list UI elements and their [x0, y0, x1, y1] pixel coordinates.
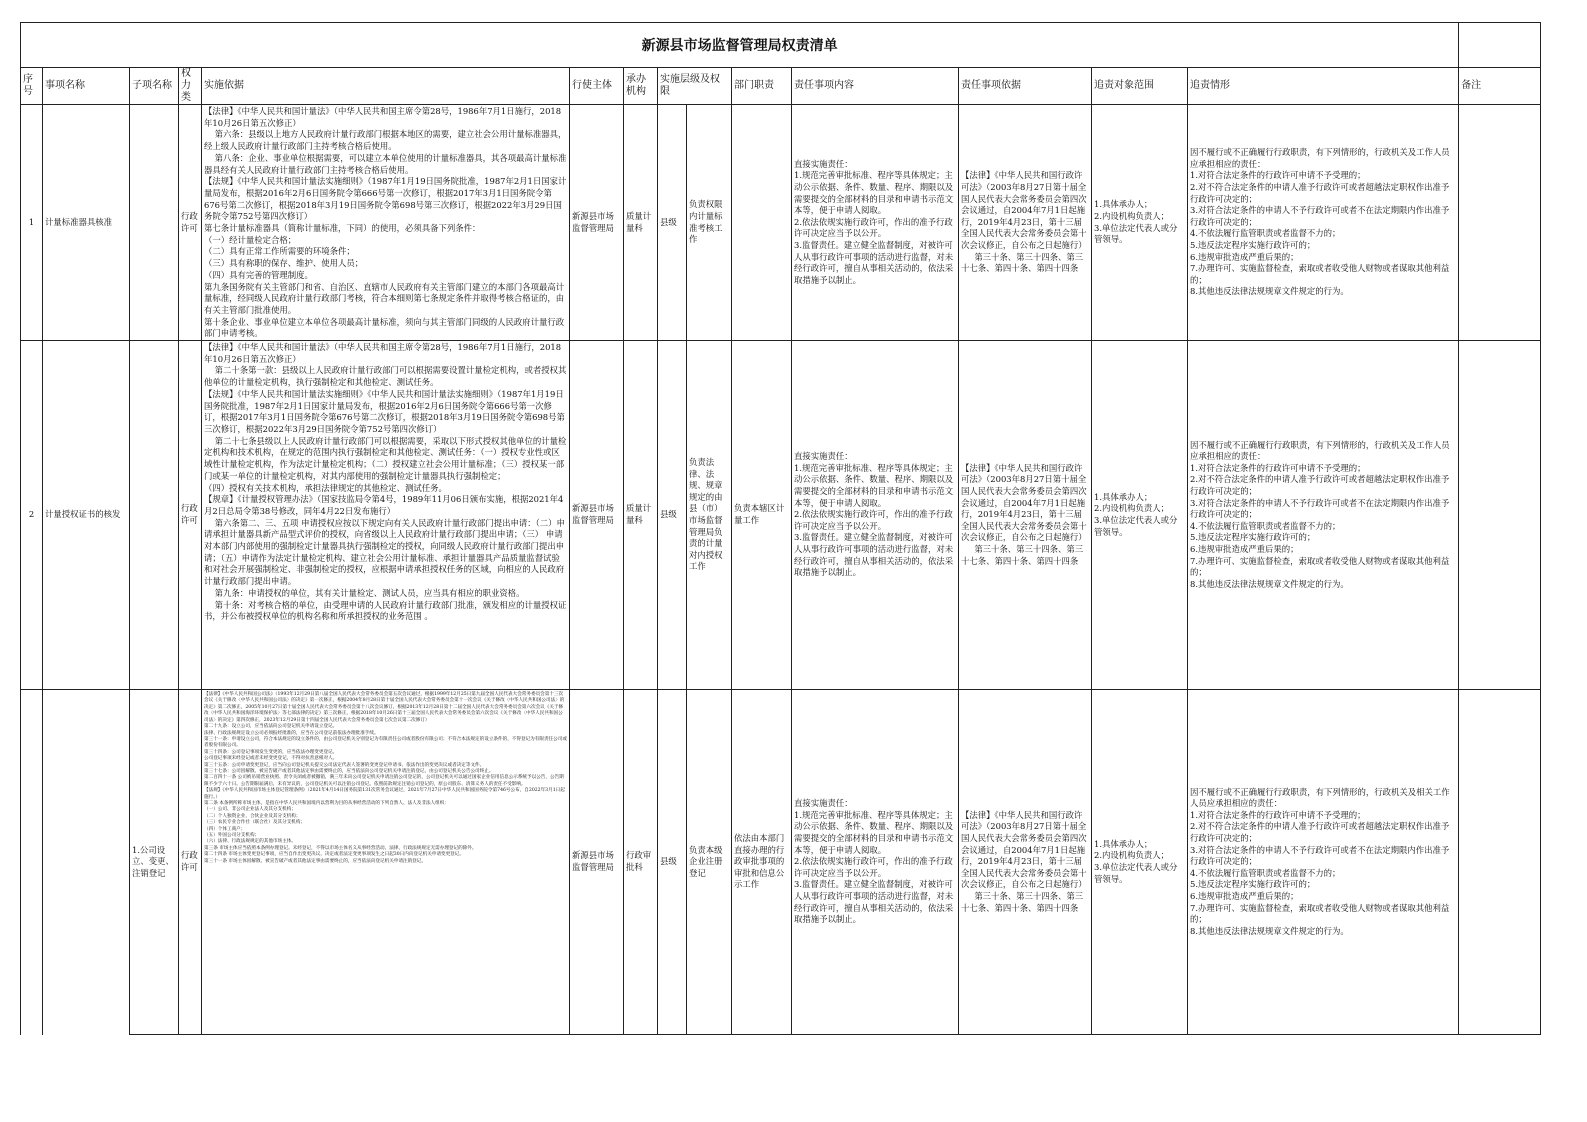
table-row: [21, 690, 1541, 1035]
cell-pursue-cases: 因不履行或不正确履行行政职责，有下列情形的，行政机关及工作人员应承担相应的责任： 1.对符合法定条件的行政许可申请不予受理的； 2.对不符合法定条件的申请人准予行政许可或者超越法定职权作出准予行政许可决定的； 3.对符合法定条件的申请人不予行政许可或者不在法定期限内作出准予行政许可决定的； 4.不依法履行监管职责或者监督不力的； 5.违反法定程序实施行政许可的； 6.违规审批造成严重后果的； 7.办理许可、实施监督检查，索取或者收受他人财物或者谋取其他利益的； 8.其他违反法律法规规章文件规定的行为。: [1188, 341, 1459, 690]
header-duty: 部门职责: [732, 68, 792, 105]
cell-duty: 依法由本部门直接办理的行政审批事项的审批和信息公示工作: [732, 690, 792, 1035]
header-basis: 实施依据: [202, 68, 570, 105]
cell-remark: [1459, 105, 1541, 341]
cell-seq: 2: [21, 341, 43, 690]
cell-resp-basis: 【法律】《中华人民共和国行政许可法》（2003年8月27日第十届全国人民代表大会常务委员会第四次会议通过，自2004年7月1日起施行，2019年4月23日，第十三届全国人民代表大会常务委员会第十次会议修正，自公布之日起施行） 第三十条、第三十四条、第三十七条、第四十条、第四十四条: [959, 341, 1092, 690]
cell-basis: 【法律】《中华人民共和国公司法》（1993年12月29日第八届全国人民代表大会常务委员会第五次会议通过，根据1999年12月25日第九届全国人民代表大会常务委员会第十三次会议《关于修改〈中华人民共和国公司法〉的决定》第一次修正，根据2004年8月28日第十届全国人民代表大会常务委员会第十一次会议《关于修改〈中华人民共和国公司法〉的决定》第二次修正，2005年10月27日第十届全国人民代表大会常务委员会第十八次会议修订，根据2013年12月28日第十二届全国人民代表大会常务委员会第六次会议《关于修改〈中华人民共和国海洋环境保护法〉等七部法律的决定》第三次修正，根据2018年10月26日第十三届全国人民代表大会常务委员会第六次会议《关于修改〈中华人民共和国公司法〉的决定》第四次修正，2023年12月29日第十四届全国人民代表大会常务委员会第七次会议第二次修订） 第二十九条：设立公司，应当依法向公司登记机关申请设立登记。 法律、行政法规规定设立公司必须报经批准的，应当在公司登记前依法办理批准手续。 第三十一条：申请设立公司，符合本法规定的设立条件的，由公司登记机关分别登记为有限责任公司或者股份有限公司；不符合本法规定的设立条件的，不得登记为有限责任公司或者股份有限公司。 第三十四条：公司登记事项发生变更的，应当依法办理变更登记。 公司登记事项未经登记或者未经变更登记，不得对抗善意相对人。 第三十五条：公司申请变更登记，应当向公司登记机关提交公司法定代表人签署的变更登记申请书、依法作出的变更决议或者决定等文件。 第三十七条：公司因解散、被宣告破产或者其他法定事由需要终止的，应当依法向公司登记机关申请注销登记，由公司登记机关公告公司终止。 第二百四十一条 公司被吊销营业执照、责令关闭或者被撤销，满三年未向公司登记机关申请注销公司登记的，公司登记机关可以通过国家企业信用信息公示系统予以公告，公告期限不少于六十日。公告期限届满后，未有异议的，公司登记机关可以注销公司登记。依照前款规定注销公司登记的，原公司股东、清算义务人的责任不受影响。 【法规】《中华人民共和国市场主体登记管理条例》（2021年4月14日国务院第131次常务会议通过，2021年7月27日中华人民共和国国务院令第746号公布，自2022年3月1日起施行。） 第二条 本条例所称市场主体，是指在中华人民共和国境内以营利为目的从事经营活动的下列自然人、法人及非法人组织： （一）公司、非公司企业法人及其分支机构； （二）个人独资企业、合伙企业及其分支机构； （三）农民专业合作社（联合社）及其分支机构； （四）个体工商户； （五）外国公司分支机构； （六）法律、行政法规规定的其他市场主体。 第三条 市场主体应当依照本条例办理登记。未经登记，不得以市场主体名义从事经营活动。法律、行政法规规定无需办理登记的除外。 第二十四条 市场主体变更登记事项，应当自作出变更决议、决定或者法定变更事项发生之日起30日内向登记机关申请变更登记。 第三十一条 市场主体因解散、被宣告破产或者其他法定事由需要终止的，应当依法向登记机关申请注销登记。: [202, 690, 570, 1035]
cell-subject: 新源县市场监督管理局: [570, 341, 624, 690]
cell-duty: 负责本辖区计量工作: [732, 341, 792, 690]
cell-item-name: [43, 690, 130, 1035]
cell-resp-content: 直接实施责任： 1.规范完善审批标准、程序等具体规定；主动公示依据、条件、数量、程序、期限以及需要提交的全部材料的目录和申请书示范文本等，便于申请人阅取。 2.依法依规实施行政许可，作出的准予行政许可决定应当予以公开。 3.监督责任。建立健全监督制度，对被许可人从事行政许可事项的活动进行监督，对未经行政许可，擅自从事相关活动的，依法采取措施予以制止。: [792, 690, 959, 1035]
header-sub-item: 子项名称: [130, 68, 179, 105]
cell-basis: 【法律】《中华人民共和国计量法》（中华人民共和国主席令第28号，1986年7月1日施行，2018年10月26日第五次修正） 第二十条第一款：县级以上人民政府计量行政部门可以根据需要设置计量检定机构，或者授权其他单位的计量检定机构，执行强制检定和其他检定、测试任务。 【法规】《中华人民共和国计量法实施细则》《中华人民共和国计量法实施细则》（1987年1月19日国务院批准，1987年2月1日国家计量局发布，根据2016年2月6日国务院令第666号第一次修订，根据2017年3月1日国务院令第676号第二次修订，根据2018年3月19日国务院令第698号第三次修订，根据2022年3月29日国务院令第752号第四次修订） 第二十七条县级以上人民政府计量行政部门可以根据需要，采取以下形式授权其他单位的计量检定机构和技术机构，在规定的范围内执行强制检定和其他检定、测试任务：（一）授权专业性或区域性计量检定机构，作为法定计量检定机构；（二）授权建立社会公用计量标准；（三）授权某一部门或某一单位的计量检定机构，对其内部使用的强制检定计量器具执行强制检定； （四）授权有关技术机构，承担法律规定的其他检定、测试任务。 【规章】《计量授权管理办法》（国家技监局令第4号，1989年11月06日颁布实施，根据2021年4月2日总局令第38号修改，同年4月22日发布施行） 第六条第二、三、五项 申请授权应按以下规定向有关人民政府计量行政部门提出申请：（二）申请承担计量器具新产品型式评价的授权，向省级以上人民政府计量行政部门提出申请；（三） 申请对本部门内部使用的强制检定计量器具执行强制检定的授权，向同级人民政府计量行政部门提出申请；（五）申请作为法定计量检定机构、建立社会公用计量标准、承担计量器具产品质量监督试验和对社会开展强制检定、非强制检定的授权，应根据申请承担授权任务的区域，向相应的人民政府计量行政部门提出申请。 第九条：申请授权的单位，其有关计量检定、测试人员，应当具有相应的职业资格。 第十条：对考核合格的单位，由受理申请的人民政府计量行政部门批准，颁发相应的计量授权证书，并公布被授权单位的机构名称和所承担授权的业务范围 。: [202, 341, 570, 690]
rights-responsibilities-table: [20, 22, 1541, 1035]
cell-pursue-scope: 1.具体承办人； 2.内设机构负责人； 3.单位法定代表人或分管领导。: [1092, 105, 1188, 341]
cell-duty: [732, 105, 792, 341]
cell-pursue-scope: 1.具体承办人； 2.内设机构负责人； 3.单位法定代表人或分管领导。: [1092, 690, 1188, 1035]
cell-item-name: 计量标准器具核准: [43, 105, 130, 341]
cell-level-power: 负责权限内计量标准考核工作: [687, 105, 732, 341]
cell-org: 行政审批科: [624, 690, 658, 1035]
cell-power-type: 行政许可: [179, 690, 202, 1035]
cell-pursue-scope: 1.具体承办人； 2.内设机构负责人； 3.单位法定代表人或分管领导。: [1092, 341, 1188, 690]
cell-pursue-cases: 因不履行或不正确履行行政职责，有下列情形的，行政机关及工作人员应承担相应的责任： 1.对符合法定条件的行政许可申请不予受理的； 2.对不符合法定条件的申请人准予行政许可或者超越法定职权作出准予行政许可决定的； 3.对符合法定条件的申请人不予行政许可或者不在法定期限内作出准予行政许可决定的； 4.不依法履行监管职责或者监督不力的； 5.违反法定程序实施行政许可的； 6.违规审批造成严重后果的； 7.办理许可、实施监督检查，索取或者收受他人财物或者谋取其他利益的； 8.其他违反法律法规规章文件规定的行为。: [1188, 105, 1459, 341]
header-pursue-cases: 追责情形: [1188, 68, 1459, 105]
cell-remark: [1459, 690, 1541, 1035]
cell-item-name: 计量授权证书的核发: [43, 341, 130, 690]
header-seq: 序号: [21, 68, 43, 105]
page-title: 新源县市场监督管理局权责清单: [21, 23, 1459, 68]
table-row: [21, 105, 1541, 341]
cell-org: 质量计量科: [624, 105, 658, 341]
cell-resp-basis: 【法律】《中华人民共和国行政许可法》（2003年8月27日第十届全国人民代表大会常务委员会第四次会议通过，自2004年7月1日起施行，2019年4月23日，第十三届全国人民代表大会常务委员会第十次会议修正，自公布之日起施行） 第三十条、第三十四条、第三十七条、第四十条、第四十四条: [959, 690, 1092, 1035]
cell-power-type: 行政许可: [179, 105, 202, 341]
title-side-cell: [1459, 23, 1541, 68]
header-row: [21, 68, 1541, 105]
header-item-name: 事项名称: [43, 68, 130, 105]
cell-level: 县级: [658, 341, 687, 690]
cell-pursue-cases: 因不履行或不正确履行行政职责，有下列情形的，行政机关及相关工作人员应承担相应的责任： 1.对符合法定条件的行政许可申请不予受理的； 2.对不符合法定条件的申请人准予行政许可或者超越法定职权作出准予行政许可决定的； 3.对符合法定条件的申请人不予行政许可或者不在法定期限内作出准予行政许可决定的； 4.不依法履行监管职责或者监督不力的； 5.违反法定程序实施行政许可的； 6.违规审批造成严重后果的； 7.办理许可、实施监督检查，索取或者收受他人财物或者谋取其他利益的； 8.其他违反法律法规规章文件规定的行为。: [1188, 690, 1459, 1035]
header-remark: 备注: [1459, 68, 1541, 105]
cell-org: 质量计量科: [624, 341, 658, 690]
cell-sub-item: [130, 105, 179, 341]
cell-level-power: 负责本级企业注册登记: [687, 690, 732, 1035]
cell-sub-item: [130, 341, 179, 690]
cell-power-type: 行政许可: [179, 341, 202, 690]
rights-responsibilities-sheet: [20, 22, 1540, 1035]
header-level: 实施层级及权限: [658, 68, 732, 105]
cell-sub-item: 1.公司设立、变更、注销登记: [130, 690, 179, 1035]
cell-basis: 【法律】《中华人民共和国计量法》（中华人民共和国主席令第28号，1986年7月1日施行，2018年10月26日第五次修正） 第六条：县级以上地方人民政府计量行政部门根据本地区的需要，建立社会公用计量标准器具，经上级人民政府计量行政部门主持考核合格后使用。 第八条：企业、事业单位根据需要，可以建立本单位使用的计量标准器具，其各项最高计量标准器具经有关人民政府计量行政部门主持考核合格后使用。 【法规】《中华人民共和国计量法实施细则》（1987年1月19日国务院批准，1987年2月1日国家计量局发布，根据2016年2月6日国务院令第666号第一次修订，根据2017年3月1日国务院令第676号第二次修订，根据2018年3月19日国务院令第698号第三次修订，根据2022年3月29日国务院令第752号第四次修订） 第七条计量标准器具（简称计量标准，下同）的使用，必须具备下列条件： （一）经计量检定合格； （二）具有正常工作所需要的环境条件； （三）具有称职的保存、维护、使用人员； （四）具有完善的管理制度。 第九条国务院有关主管部门和省、自治区、直辖市人民政府有关主管部门建立的本部门各项最高计量标准，经同级人民政府计量行政部门考核，符合本细则第七条规定条件并取得考核合格证的，由有关主管部门批准使用。 第十条企业、事业单位建立本单位各项最高计量标准，须向与其主管部门同级的人民政府计量行政部门申请考核。: [202, 105, 570, 341]
cell-subject: 新源县市场监督管理局: [570, 105, 624, 341]
header-power-type: 权力类: [179, 68, 202, 105]
cell-resp-basis: 【法律】《中华人民共和国行政许可法》（2003年8月27日第十届全国人民代表大会常务委员会第四次会议通过，自2004年7月1日起施行，2019年4月23日，第十三届全国人民代表大会常务委员会第十次会议修正，自公布之日起施行） 第三十条、第三十四条、第三十七条、第四十条、第四十四条: [959, 105, 1092, 341]
cell-level-power: 负责法律、法规、规章规定的由县（市）市场监督管理局负责的计量对内授权工作: [687, 341, 732, 690]
cell-level: 县级: [658, 105, 687, 341]
table-row: [21, 341, 1541, 690]
header-pursue-scope: 追责对象范围: [1092, 68, 1188, 105]
header-resp-content: 责任事项内容: [792, 68, 959, 105]
cell-remark: [1459, 341, 1541, 690]
header-org: 承办机构: [624, 68, 658, 105]
header-resp-basis: 责任事项依据: [959, 68, 1092, 105]
cell-seq: 1: [21, 105, 43, 341]
header-subject: 行使主体: [570, 68, 624, 105]
cell-resp-content: 直接实施责任： 1.规范完善审批标准、程序等具体规定；主动公示依据、条件、数量、程序、期限以及需要提交的全部材料的目录和申请书示范文本等，便于申请人阅取。 2.依法依规实施行政许可，作出的准予行政许可决定应当予以公开。 3.监督责任。建立健全监督制度，对被许可人从事行政许可事项的活动进行监督，对未经行政许可，擅自从事相关活动的，依法采取措施予以制止。: [792, 105, 959, 341]
cell-level: 县级: [658, 690, 687, 1035]
cell-subject: 新源县市场监督管理局: [570, 690, 624, 1035]
cell-resp-content: 直接实施责任： 1.规范完善审批标准、程序等具体规定；主动公示依据、条件、数量、程序、期限以及需要提交的全部材料的目录和申请书示范文本等，便于申请人阅取。 2.依法依规实施行政许可，作出的准予行政许可决定应当予以公开。 3.监督责任。建立健全监督制度，对被许可人从事行政许可事项的活动进行监督，对未经行政许可，擅自从事相关活动的，依法采取措施予以制止。: [792, 341, 959, 690]
title-row: [21, 23, 1541, 68]
cell-seq: [21, 690, 43, 1035]
